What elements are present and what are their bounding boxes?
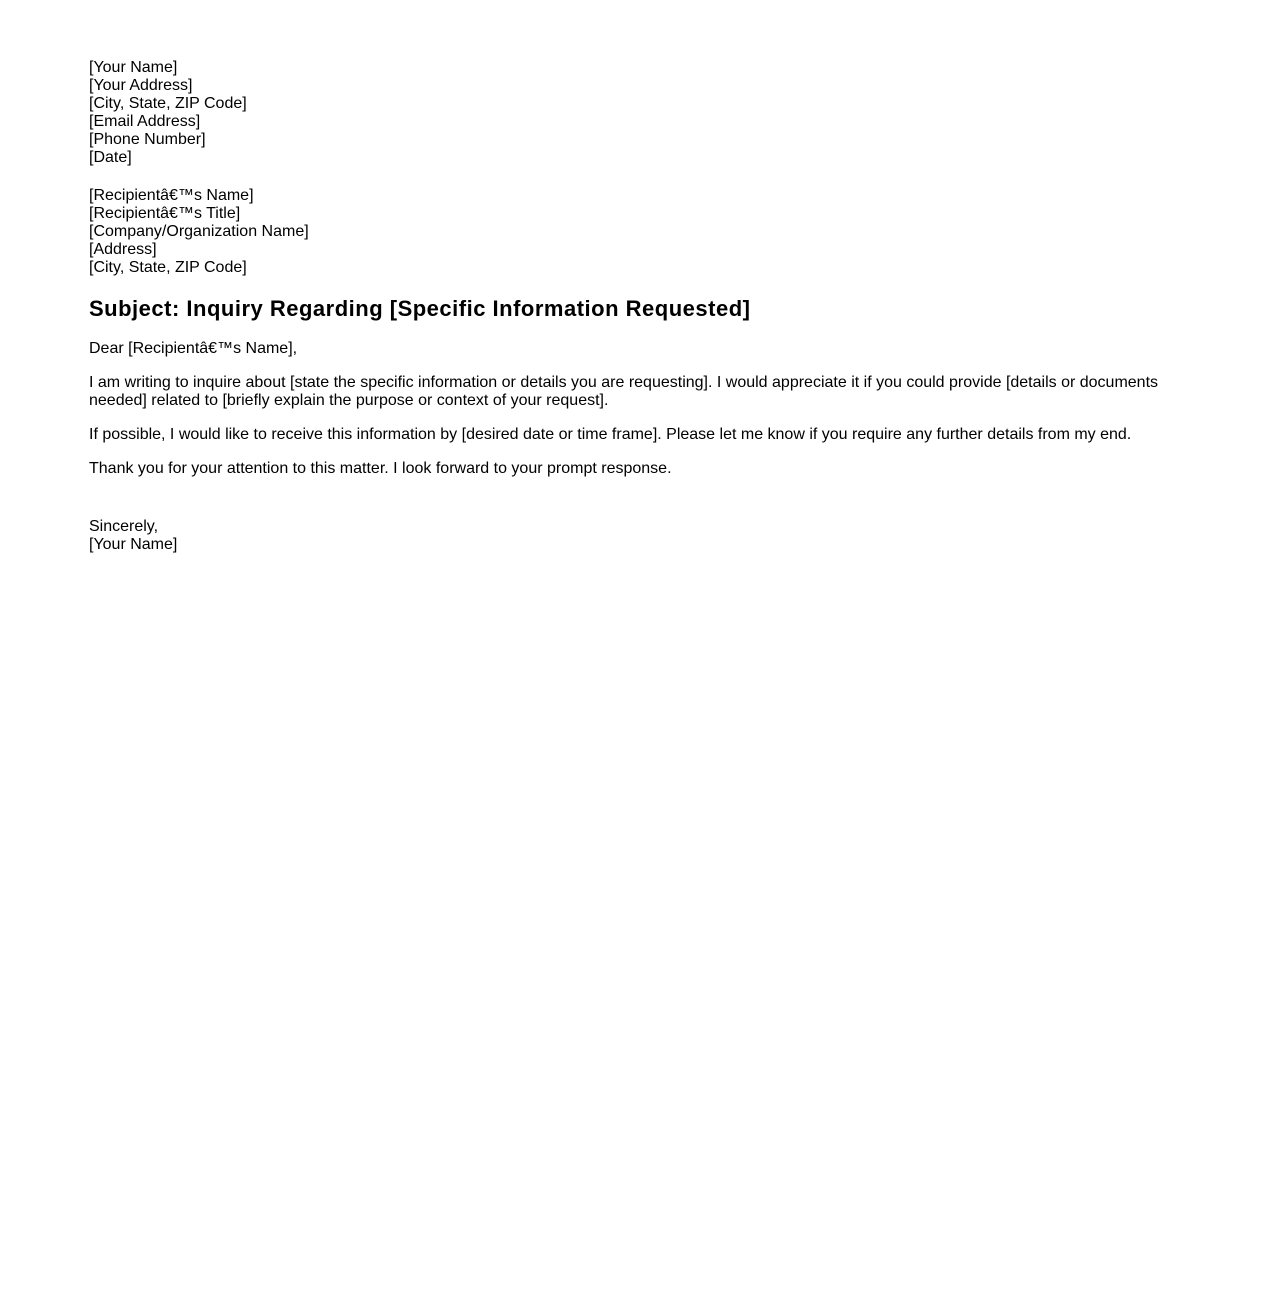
sender-name: [Your Name] [89, 59, 178, 76]
sender-phone: [Phone Number] [89, 131, 206, 148]
sender-address: [Your Address] [89, 77, 193, 94]
salutation: Dear [Recipientâ€™s Name], [89, 340, 298, 357]
recipient-city-state-zip: [City, State, ZIP Code] [89, 259, 247, 276]
subject-heading: Subject: Inquiry Regarding [Specific Information Requested] [89, 296, 751, 321]
recipient-address: [Address] [89, 241, 157, 258]
closing-block [89, 518, 1189, 554]
letter-document [89, 59, 1189, 554]
body-paragraph-timeframe: If possible, I would like to receive this information by [desired date or time frame]. Please let me know if you require any further details from my end. [89, 426, 1132, 443]
recipient-name: [Recipientâ€™s Name] [89, 187, 254, 204]
valediction: Sincerely, [89, 518, 159, 535]
body-paragraph-inquiry: I am writing to inquire about [state the specific information or details you are requesting]. I would appreciate it if you could provide [details or documents needed] related to [briefly explain the purpose or context of your request]. [89, 374, 1159, 409]
recipient-address-block [89, 187, 1189, 277]
sender-city-state-zip: [City, State, ZIP Code] [89, 95, 247, 112]
body-paragraph-thanks: Thank you for your attention to this matter. I look forward to your prompt response. [89, 460, 672, 477]
sender-email: [Email Address] [89, 113, 201, 130]
sender-address-block [89, 59, 1189, 167]
recipient-title: [Recipientâ€™s Title] [89, 205, 241, 222]
recipient-company: [Company/Organization Name] [89, 223, 309, 240]
letter-date: [Date] [89, 149, 132, 166]
signature-name: [Your Name] [89, 536, 178, 553]
